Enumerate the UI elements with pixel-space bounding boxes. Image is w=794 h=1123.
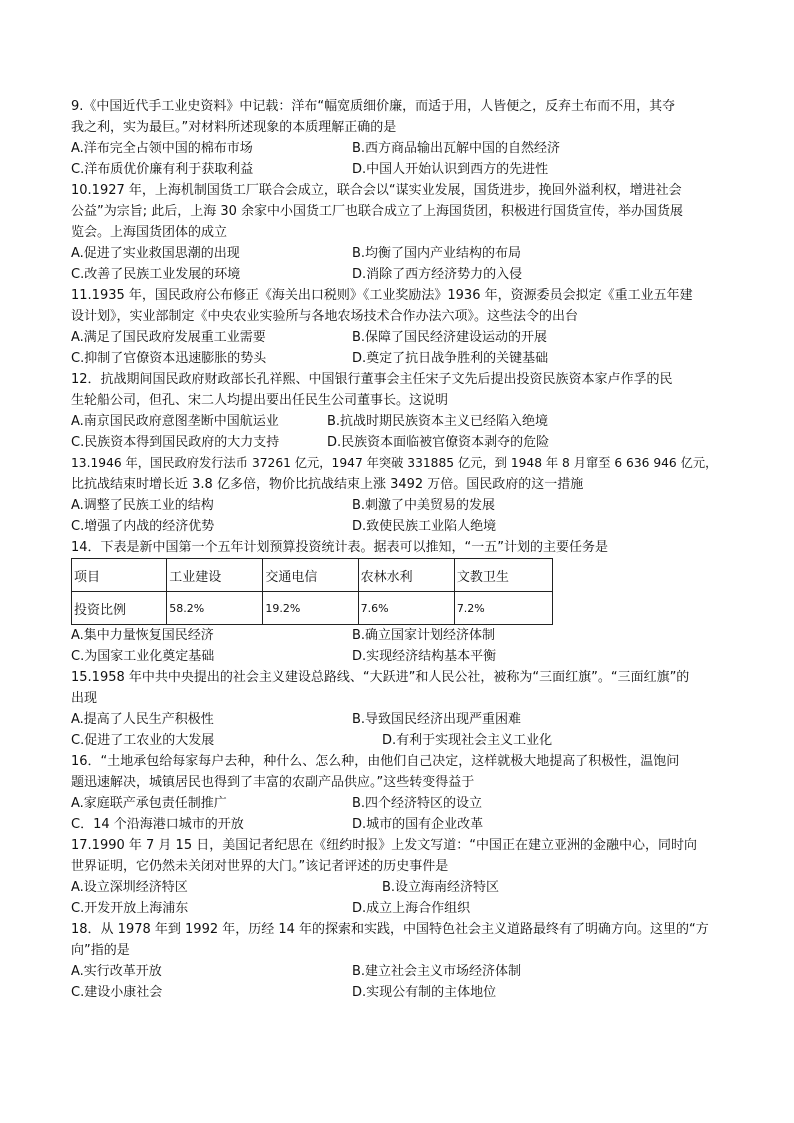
option-d: D.成立上海合作组织 — [352, 901, 471, 916]
option-d: D.城市的国有企业改革 — [352, 817, 484, 832]
question-11 — [71, 285, 725, 369]
options-row — [71, 327, 725, 348]
question-stem: 览会。上海国货团体的成立 — [71, 225, 228, 240]
option-c: C.改善了民族工业发展的环境 — [71, 267, 241, 282]
question-stem: 13.1946 年，国民政府发行法币 37261 亿元，1947 年突破 331885 亿元，到 1948 年 8 月窜至 6 636 946 亿元， — [71, 456, 718, 470]
options-row — [71, 516, 725, 537]
option-b: B.四个经济特区的设立 — [352, 796, 483, 811]
option-d: D.实现经济结构基本平衡 — [352, 649, 497, 664]
option-d: D.中国人开始认识到西方的先进性 — [352, 162, 549, 177]
option-a: A.调整了民族工业的结构 — [71, 498, 214, 513]
option-b: B.均衡了国内产业结构的布局 — [352, 246, 522, 261]
table-cell: 7.2% — [454, 592, 552, 625]
option-a: A.满足了国民政府发展重工业需要 — [71, 330, 266, 345]
option-d: D.有利于实现社会主义工业化 — [382, 733, 553, 748]
question-stem: 12．抗战期间国民政府财政部长孔祥熙、中国银行董事会主任宋子文先后提出投资民族资本家卢作孚的民 — [71, 372, 673, 387]
options-row — [71, 625, 725, 646]
question-stem: 我之利，实为最巨。”对材料所述现象的本质理解正确的是 — [71, 120, 397, 135]
option-b: B.建立社会主义市场经济体制 — [352, 964, 522, 979]
option-d: D.实现公有制的主体地位 — [352, 985, 497, 1000]
option-b: B.设立海南经济特区 — [382, 880, 500, 895]
table-header-cell: 交通电信 — [263, 559, 358, 592]
option-c: C.洋布质优价廉有利于获取利益 — [71, 162, 254, 177]
option-b: B.保障了国民经济建设运动的开展 — [352, 330, 548, 345]
question-12 — [71, 369, 725, 453]
option-d: D.民族资本面临被官僚资本剥夺的危险 — [327, 435, 550, 450]
investment-table — [71, 558, 553, 625]
option-a: A.南京国民政府意图垄断中国航运业 — [71, 414, 279, 429]
options-row — [71, 961, 725, 982]
options-row — [71, 730, 725, 751]
option-b: B.刺激了中美贸易的发展 — [352, 498, 496, 513]
question-18 — [71, 919, 725, 1003]
option-d: D.奠定了抗日战争胜利的关键基础 — [352, 351, 549, 366]
table-header-cell: 工业建设 — [167, 559, 263, 592]
question-15 — [71, 667, 725, 751]
question-stem: 出现 — [71, 691, 98, 706]
question-stem: 生轮船公司，但孔、宋二人均提出要出任民生公司董事长。这说明 — [71, 393, 449, 408]
options-row — [71, 411, 725, 432]
options-row — [71, 138, 725, 159]
options-row — [71, 432, 725, 453]
option-a: A.提高了人民生产积极性 — [71, 712, 214, 727]
table-cell: 19.2% — [263, 592, 358, 625]
option-a: A.促进了实业救国思潮的出现 — [71, 246, 240, 261]
option-b: B.确立国家计划经济体制 — [352, 628, 496, 643]
table-cell: 58.2% — [167, 592, 263, 625]
option-a: A.集中力量恢复国民经济 — [71, 628, 214, 643]
question-13 — [71, 453, 725, 537]
question-9 — [71, 96, 725, 180]
question-stem: 14．下表是新中国第一个五年计划预算投资统计表。据表可以推知，“一五”计划的主要任务是 — [71, 540, 609, 555]
option-c: C.开发开放上海浦东 — [71, 901, 189, 916]
question-stem: 设计划》，实业部制定《中央农业实验所与各地农场技术合作办法六项》。这些法令的出台 — [71, 309, 579, 324]
question-stem: 15.1958 年中共中央提出的社会主义建设总路线、“大跃进”和人民公社，被称为“三面红旗”。“三面红旗”的 — [71, 670, 690, 685]
options-row — [71, 264, 725, 285]
option-d: D.致使民族工业陷人绝境 — [352, 519, 497, 534]
table-row — [72, 592, 553, 625]
table-header-cell: 农林水利 — [358, 559, 454, 592]
option-c: C．14 个沿海港口城市的开放 — [71, 817, 244, 832]
table-header-cell: 项目 — [72, 559, 167, 592]
options-row — [71, 814, 725, 835]
option-a: A.家庭联产承包责任制推广 — [71, 796, 227, 811]
question-stem: 世界证明，它仍然未关闭对世界的大门。”该记者评述的历史事件是 — [71, 859, 449, 874]
question-stem: 18．从 1978 年到 1992 年，历经 14 年的探索和实践，中国特色社会主义道路最终有了明确方向。这里的“方 — [71, 922, 709, 937]
options-row — [71, 495, 725, 516]
option-c: C.促进了工农业的大发展 — [71, 733, 215, 748]
question-17 — [71, 835, 725, 919]
option-b: B.抗战时期民族资本主义已经陷入绝境 — [327, 414, 549, 429]
question-stem: 向”指的是 — [71, 943, 130, 958]
options-row — [71, 159, 725, 180]
options-row — [71, 709, 725, 730]
option-c: C.为国家工业化奠定基础 — [71, 649, 215, 664]
question-stem: 17.1990 年 7 月 15 日，美国记者纪思在《纽约时报》上发文写道：“中国正在建立亚洲的金融中心，同时向 — [71, 838, 697, 853]
question-16 — [71, 751, 725, 835]
option-a: A.实行改革开放 — [71, 964, 162, 979]
option-a: A.设立深圳经济特区 — [71, 880, 188, 895]
option-a: A.洋布完全占领中国的棉布市场 — [71, 141, 253, 156]
question-stem: 11.1935 年，国民政府公布修正《海关出口税则》《工业奖励法》1936 年，资源委员会拟定《重工业五年建 — [71, 288, 693, 303]
question-stem: 题迅速解决，城镇居民也得到了丰富的农副产品供应。”这些转变得益于 — [71, 775, 475, 790]
exam-page — [71, 96, 725, 1003]
question-stem: 10.1927 年，上海机制国货工厂联合会成立，联合会以“谋实业发展，国货进步，挽回外溢利权，增进社会 — [71, 183, 682, 198]
question-14 — [71, 537, 725, 667]
question-10 — [71, 180, 725, 285]
option-d: D.消除了西方经济势力的入侵 — [352, 267, 523, 282]
options-row — [71, 982, 725, 1003]
table-header-row — [72, 559, 553, 592]
question-stem: 9.《中国近代手工业史资料》中记载：洋布“幅宽质细价廉，而适于用，人皆便之，反弃土布而不用，其夺 — [71, 99, 676, 114]
table-cell: 7.6% — [358, 592, 454, 625]
options-row — [71, 793, 725, 814]
table-row-label: 投资比例 — [72, 592, 167, 625]
option-b: B.西方商品输出瓦解中国的自然经济 — [352, 141, 561, 156]
options-row — [71, 898, 725, 919]
option-c: C.建设小康社会 — [71, 985, 163, 1000]
option-c: C.抑制了官僚资本迅速膨胀的势头 — [71, 351, 267, 366]
option-b: B.导致国民经济出现严重困难 — [352, 712, 522, 727]
options-row — [71, 877, 725, 898]
options-row — [71, 243, 725, 264]
option-c: C.增强了内战的经济优势 — [71, 519, 215, 534]
options-row — [71, 646, 725, 667]
option-c: C.民族资本得到国民政府的大力支持 — [71, 435, 280, 450]
question-stem: 16．“土地承包给每家每户去种，种什么、怎么种，由他们自己决定，这样就极大地提高了积极性，温饱问 — [71, 754, 680, 769]
table-header-cell: 文教卫生 — [454, 559, 552, 592]
question-stem: 比抗战结束时增长近 3.8 亿多倍，物价比抗战结束上涨 3492 万倍。国民政府的这一措施 — [71, 477, 584, 492]
question-stem: 公益”为宗旨; 此后，上海 30 余家中小国货工厂也联合成立了上海国货团，积极进行国货宣传，举办国货展 — [71, 204, 684, 219]
options-row — [71, 348, 725, 369]
